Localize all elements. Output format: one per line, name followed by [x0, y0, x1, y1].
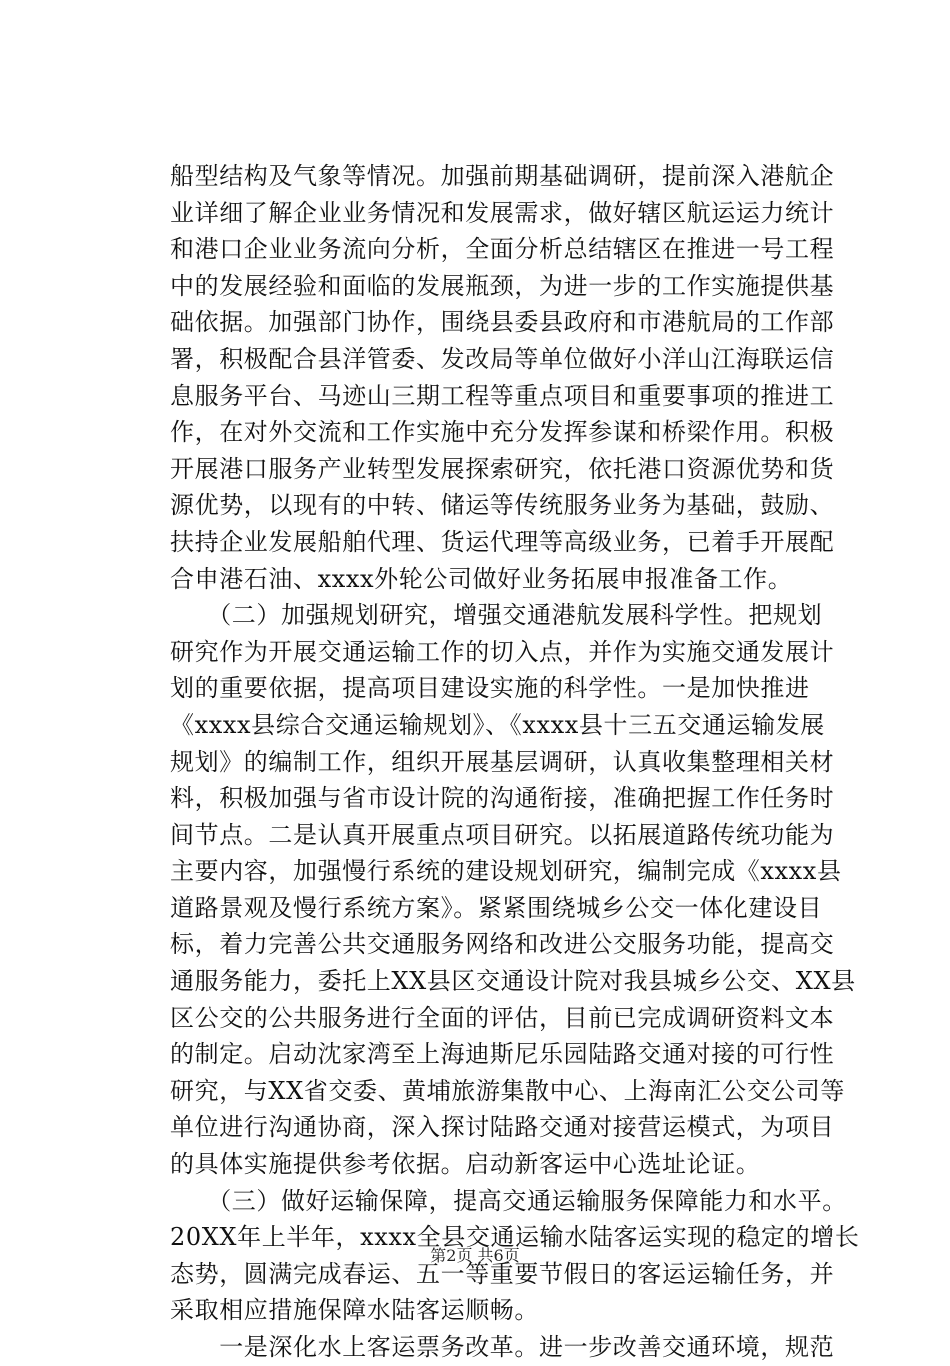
text-line: 研究作为开展交通运输工作的切入点，并作为实施交通发展计: [170, 637, 835, 666]
text-line: 间节点。二是认真开展重点项目研究。以拓展道路传统功能为: [170, 820, 835, 849]
text-line: 开展港口服务产业转型发展探索研究，依托港口资源优势和货: [170, 454, 835, 483]
text-line: 息服务平台、马迹山三期工程等重点项目和重要事项的推进工: [170, 381, 835, 410]
text-line: 主要内容，加强慢行系统的建设规划研究，编制完成《xxxx县: [170, 857, 842, 886]
body-text: [170, 158, 860, 1366]
text-line: 一是深化水上客运票务改革。进一步改善交通环境，规范: [170, 1333, 835, 1361]
text-line: 和港口企业业务流向分析，全面分析总结辖区在推进一号工程: [170, 235, 835, 264]
text-line: （三）做好运输保障，提高交通运输服务保障能力和水平。: [170, 1186, 847, 1215]
text-line: 20XX年上半年，xxxx全县交通运输水陆客运实现的稳定的增长: [170, 1223, 860, 1252]
text-line: 合申港石油、xxxx外轮公司做好业务拓展申报准备工作。: [170, 564, 793, 593]
text-line: 署，积极配合县洋管委、发改局等单位做好小洋山江海联运信: [170, 344, 835, 373]
text-line: 态势，圆满完成春运、五一等重要节假日的客运运输任务，并: [170, 1259, 835, 1288]
text-line: 《xxxx县综合交通运输规划》、《xxxx县十三五交通运输发展: [170, 710, 825, 739]
text-line: 作，在对外交流和工作实施中充分发挥参谋和桥梁作用。积极: [170, 418, 835, 447]
text-line: （二）加强规划研究，增强交通港航发展科学性。把规划: [170, 601, 823, 630]
text-line: 源优势，以现有的中转、储运等传统服务业务为基础，鼓励、: [170, 491, 835, 520]
page-number-footer: 第2页 共6页: [430, 1246, 520, 1265]
text-line: 区公交的公共服务进行全面的评估，目前已完成调研资料文本: [170, 1003, 835, 1032]
text-line: 单位进行沟通协商，深入探讨陆路交通对接营运模式，为项目: [170, 1113, 835, 1142]
text-line: 研究，与XX省交委、黄埔旅游集散中心、上海南汇公交公司等: [170, 1076, 845, 1105]
text-line: 的具体实施提供参考依据。启动新客运中心选址论证。: [170, 1150, 761, 1179]
text-line: 业详细了解企业业务情况和发展需求，做好辖区航运运力统计: [170, 198, 835, 227]
text-line: 船型结构及气象等情况。加强前期基础调研，提前深入港航企: [170, 162, 835, 190]
text-line: 中的发展经验和面临的发展瓶颈，为进一步的工作实施提供基: [170, 271, 835, 300]
text-line: 划的重要依据，提高项目建设实施的科学性。一是加快推进: [170, 674, 810, 703]
text-line: 的制定。启动沈家湾至上海迪斯尼乐园陆路交通对接的可行性: [170, 1040, 835, 1069]
text-line: 规划》的编制工作，组织开展基层调研，认真收集整理相关材: [170, 747, 835, 776]
text-line: 通服务能力，委托上XX县区交通设计院对我县城乡公交、XX县: [170, 967, 856, 996]
text-line: 料，积极加强与省市设计院的沟通衔接，准确把握工作任务时: [170, 784, 835, 813]
text-line: 道路景观及慢行系统方案》。紧紧围绕城乡公交一体化建设目: [170, 893, 823, 922]
text-line: 础依据。加强部门协作，围绕县委县政府和市港航局的工作部: [170, 308, 835, 337]
text-line: 采取相应措施保障水陆客运顺畅。: [170, 1296, 539, 1325]
text-line: 扶持企业发展船舶代理、货运代理等高级业务，已着手开展配: [170, 527, 835, 556]
text-line: 标，着力完善公共交通服务网络和改进公交服务功能，提高交: [170, 930, 835, 959]
